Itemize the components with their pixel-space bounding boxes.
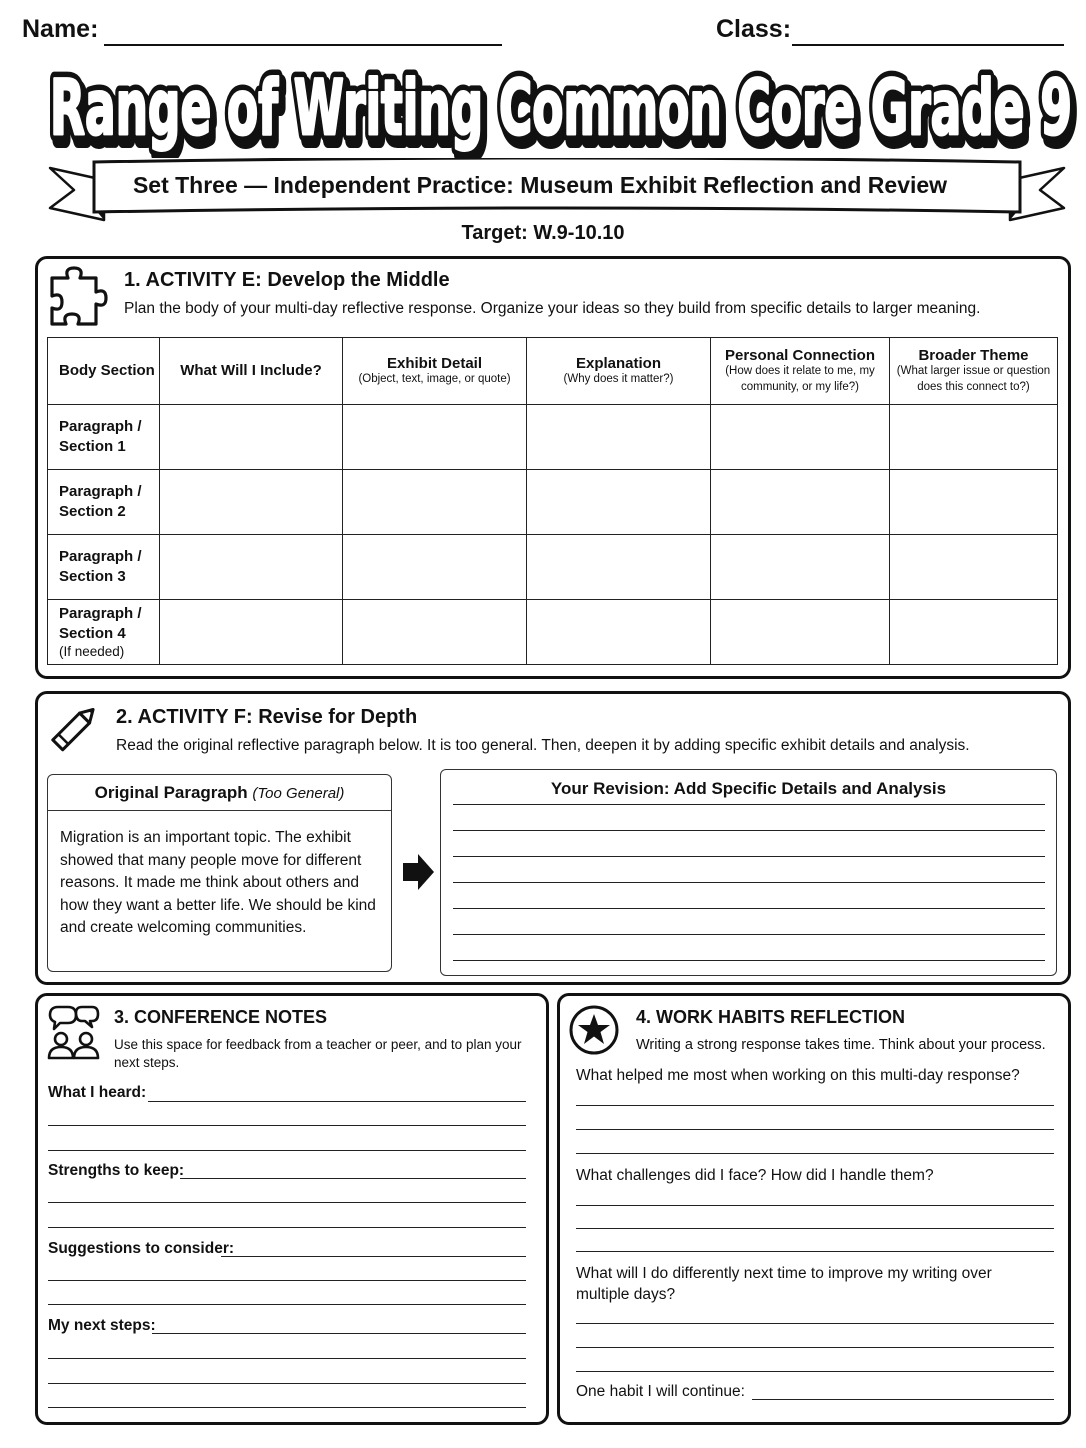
original-paragraph-text: Migration is an important topic. The exhibit showed that many people move for different reasons. It made me think about others and how they want a better life. We should be kind and create welcoming communities. — [60, 829, 376, 937]
habits-question: One habit I will continue: — [576, 1383, 745, 1400]
class-field[interactable] — [792, 44, 1064, 46]
table-cell[interactable] — [711, 535, 890, 600]
revision-line[interactable] — [453, 830, 1045, 831]
activity-e-instructions: Plan the body of your multi-day reflective response. Organize your ideas so they build from specific details to larger meaning. — [124, 300, 981, 317]
name-label: Name: — [22, 15, 99, 43]
conference-title: 3. CONFERENCE NOTES — [114, 1007, 328, 1027]
answer-line[interactable] — [152, 1333, 526, 1334]
original-paragraph-label: Original Paragraph — [94, 783, 248, 802]
table-cell[interactable] — [527, 535, 711, 600]
answer-line[interactable] — [48, 1202, 526, 1203]
answer-line[interactable] — [576, 1371, 1054, 1372]
table-cell[interactable] — [890, 600, 1058, 665]
table-cell[interactable] — [711, 470, 890, 535]
svg-text:Range of Writing Common Core G: Range of Writing Common Core Grade 9 — [50, 63, 1072, 152]
pencil-icon — [46, 702, 102, 758]
table-cell[interactable] — [343, 600, 527, 665]
answer-line[interactable] — [48, 1227, 526, 1228]
page-title — [38, 62, 1084, 158]
answer-line[interactable] — [576, 1105, 1054, 1106]
answer-line[interactable] — [48, 1304, 526, 1305]
activity-e-title: 1. ACTIVITY E: Develop the Middle — [124, 269, 450, 291]
revision-box[interactable] — [440, 769, 1057, 976]
table-cell[interactable] — [711, 600, 890, 665]
row-label: Paragraph / Section 1 — [48, 405, 160, 470]
answer-line[interactable] — [576, 1251, 1054, 1252]
revision-line[interactable] — [453, 960, 1045, 961]
answer-line[interactable] — [48, 1125, 526, 1126]
col-header: Broader Theme (What larger issue or question does this connect to?) — [890, 338, 1058, 405]
answer-line[interactable] — [576, 1153, 1054, 1154]
habits-question: What helped me most when working on this multi-day response? — [576, 1067, 1020, 1084]
answer-line[interactable] — [576, 1129, 1054, 1130]
answer-line[interactable] — [148, 1101, 526, 1102]
ribbon-title: Set Three — Independent Practice: Museum Exhibit Reflection and Review — [132, 172, 948, 198]
answer-line[interactable] — [48, 1383, 526, 1384]
puzzle-icon — [48, 264, 112, 330]
revision-line[interactable] — [453, 856, 1045, 857]
row-label: Paragraph / Section 3 — [48, 535, 160, 600]
table-cell[interactable] — [343, 535, 527, 600]
habits-question: What challenges did I face? How did I handle them? — [576, 1167, 934, 1184]
arrow-right-icon — [401, 852, 435, 892]
col-header: Personal Connection (How does it relate to me, my community, or my life?) — [711, 338, 890, 405]
table-cell[interactable] — [890, 470, 1058, 535]
answer-line[interactable] — [576, 1228, 1054, 1229]
col-header: What Will I Include? — [160, 338, 343, 405]
table-cell[interactable] — [160, 600, 343, 665]
svg-text:Range of Writing Common Core G: Range of Writing Common Core Grade 9 — [53, 69, 1075, 158]
revision-header: Your Revision: Add Specific Details and Analysis — [550, 779, 947, 798]
conference-prompt: What I heard: — [48, 1084, 147, 1101]
answer-line[interactable] — [221, 1256, 526, 1257]
table-cell[interactable] — [160, 405, 343, 470]
conference-prompt: My next steps: — [48, 1317, 156, 1334]
table-cell[interactable] — [711, 405, 890, 470]
original-paragraph-box — [47, 774, 392, 972]
table-cell[interactable] — [527, 600, 711, 665]
habits-question: What will I do differently next time to improve my writing over multiple days? — [576, 1265, 992, 1303]
table-cell[interactable] — [527, 405, 711, 470]
row-label: Paragraph / Section 2 — [48, 470, 160, 535]
star-icon — [568, 1004, 620, 1056]
table-row — [48, 405, 1058, 470]
target-standard: Target: W.9-10.10 — [461, 222, 625, 244]
original-paragraph-qualifier: (Too General) — [252, 785, 345, 802]
activity-f-instructions: Read the original reflective paragraph below. It is too general. Then, deepen it by adding specific exhibit details and analysis. — [116, 737, 970, 754]
table-cell[interactable] — [160, 470, 343, 535]
col-header: Explanation (Why does it matter?) — [527, 338, 711, 405]
planning-table — [47, 337, 1058, 665]
revision-line[interactable] — [453, 934, 1045, 935]
name-field[interactable] — [104, 44, 502, 46]
answer-line[interactable] — [576, 1347, 1054, 1348]
work-habits-instructions: Writing a strong response takes time. Think about your process. — [636, 1037, 1046, 1053]
answer-line[interactable] — [576, 1205, 1054, 1206]
table-row — [48, 535, 1058, 600]
answer-line[interactable] — [752, 1399, 1054, 1400]
revision-line[interactable] — [453, 908, 1045, 909]
answer-line[interactable] — [48, 1150, 526, 1151]
table-cell[interactable] — [343, 470, 527, 535]
answer-line[interactable] — [576, 1323, 1054, 1324]
table-row — [48, 470, 1058, 535]
col-header: Exhibit Detail (Object, text, image, or quote) — [343, 338, 527, 405]
row-label: Paragraph / Section 4 (If needed) — [48, 600, 160, 665]
table-cell[interactable] — [890, 535, 1058, 600]
svg-text:Range of Writing Common Core G: Range of Writing Common Core Grade 9 — [50, 63, 1072, 152]
table-cell[interactable] — [527, 470, 711, 535]
original-paragraph-header — [48, 775, 391, 811]
revision-line[interactable] — [453, 804, 1045, 805]
table-cell[interactable] — [890, 405, 1058, 470]
people-chat-icon — [46, 1003, 102, 1061]
answer-line[interactable] — [48, 1358, 526, 1359]
work-habits-section — [557, 993, 1071, 1425]
class-label: Class: — [716, 15, 792, 43]
table-cell[interactable] — [160, 535, 343, 600]
answer-line[interactable] — [48, 1280, 526, 1281]
activity-f-title: 2. ACTIVITY F: Revise for Depth — [116, 706, 418, 728]
conference-instructions: Use this space for feedback from a teacher or peer, and to plan your next steps. — [114, 1037, 522, 1070]
conference-prompt: Suggestions to consider: — [48, 1240, 235, 1257]
conference-prompt: Strengths to keep: — [48, 1162, 185, 1179]
table-row — [48, 600, 1058, 665]
table-header-row — [48, 338, 1058, 405]
answer-line[interactable] — [180, 1178, 526, 1179]
revision-line[interactable] — [453, 882, 1045, 883]
table-cell[interactable] — [343, 405, 527, 470]
work-habits-title: 4. WORK HABITS REFLECTION — [636, 1007, 905, 1027]
answer-line[interactable] — [48, 1407, 526, 1408]
col-header: Body Section — [48, 338, 160, 405]
